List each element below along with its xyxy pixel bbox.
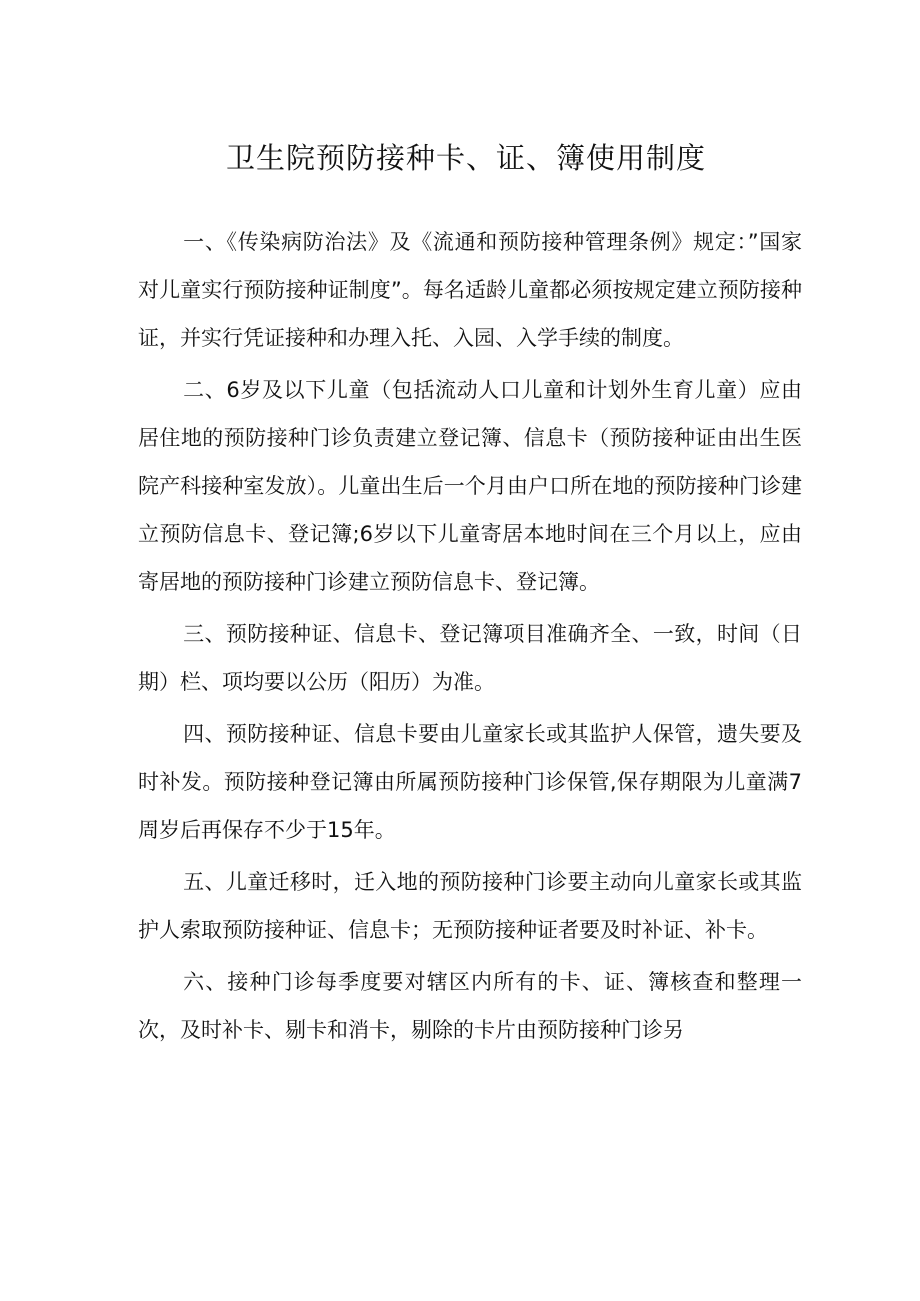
document-title: 卫生院预防接种卡、证、簿使用制度: [225, 141, 706, 175]
paragraph-1: 一、《传染病防治法》及《流通和预防接种管理条例》规定：”国家对儿童实行预防接种证制度”。每名适龄儿童都必须按规定建立预防接种证，并实行凭证接种和办理入托、入园、入学手续的制度。: [138, 230, 802, 350]
paragraph-6: 六、接种门诊每季度要对辖区内所有的卡、证、簿核查和整理一次，及时补卡、剔卡和消卡，剔除的卡片由预防接种门诊另: [138, 970, 802, 1042]
paragraph-5: 五、儿童迁移时，迁入地的预防接种门诊要主动向儿童家长或其监护人索取预防接种证、信息卡；无预防接种证者要及时补证、补卡。: [138, 870, 802, 942]
document-body: [138, 218, 802, 1054]
paragraph-3: 三、预防接种证、信息卡、登记簿项目准确齐全、一致，时间（日期）栏、项均要以公历（阳历）为准。: [138, 622, 802, 694]
paragraph-4: 四、预防接种证、信息卡要由儿童家长或其监护人保管，遗失要及时补发。预防接种登记簿由所属预防接种门诊保管,保存期限为儿童满7周岁后再保存不少于15年。: [138, 722, 802, 842]
paragraph-2: 二、6岁及以下儿童（包括流动人口儿童和计划外生育儿童）应由居住地的预防接种门诊负责建立登记簿、信息卡（预防接种证由出生医院产科接种室发放）。儿童出生后一个月由户口所在地的预防接种门诊建立预防信息卡、登记簿;6岁以下儿童寄居本地时间在三个月以上，应由寄居地的预防接种门诊建立预防信息卡、登记簿。: [138, 378, 802, 594]
